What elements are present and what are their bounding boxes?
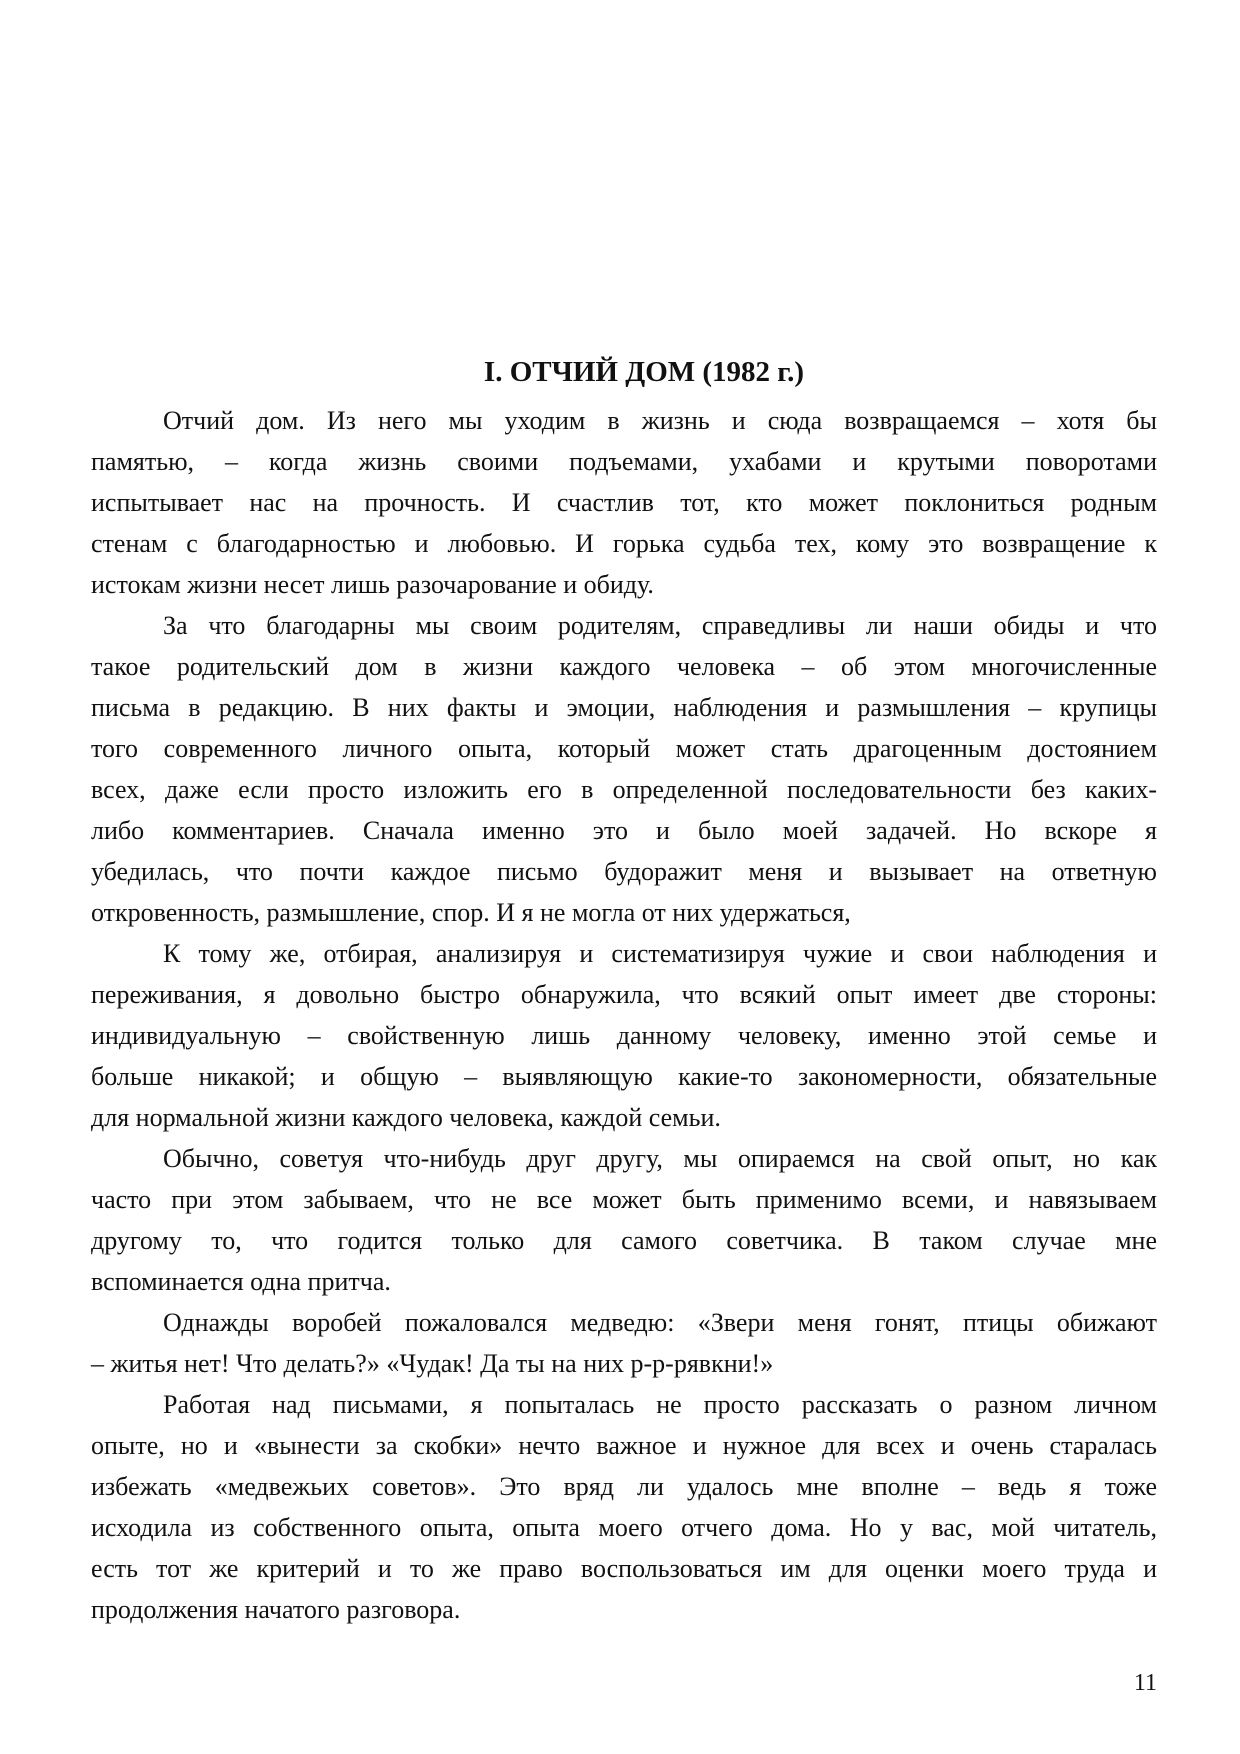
text-line: такое родительский дом в жизни каждого человека – об этом многочисленные <box>91 652 1157 681</box>
paragraph <box>91 1384 1157 1630</box>
text-line: К тому же, отбирая, анализируя и систематизируя чужие и свои наблюдения и <box>163 939 1157 968</box>
text-line: часто при этом забываем, что не все может быть применимо всеми, и навязываем <box>91 1185 1157 1214</box>
paragraph <box>91 1302 1157 1384</box>
text-line: Обычно, советуя что-нибудь друг другу, мы опираемся на свой опыт, но как <box>163 1144 1157 1173</box>
page-number: 11 <box>1133 1670 1157 1696</box>
text-line: продолжения начатого разговора. <box>91 1595 461 1624</box>
text-line: – житья нет! Что делать?» «Чудак! Да ты на них р-р-рявкни!» <box>91 1349 774 1378</box>
text-line: исходила из собственного опыта, опыта моего отчего дома. Но у вас, мой читатель, <box>91 1513 1157 1542</box>
paragraph <box>91 933 1157 1138</box>
paragraph <box>91 605 1157 933</box>
text-line: опыте, но и «вынести за скобки» нечто важное и нужное для всех и очень старалась <box>91 1431 1157 1460</box>
text-line: истокам жизни несет лишь разочарование и обиду. <box>91 570 654 599</box>
text-line: больше никакой; и общую – выявляющую какие-то закономерности, обязательные <box>91 1062 1157 1091</box>
text-line: переживания, я довольно быстро обнаружила, что всякий опыт имеет две стороны: <box>91 980 1157 1009</box>
text-line: того современного личного опыта, который может стать драгоценным достоянием <box>91 734 1157 763</box>
text-line: Работая над письмами, я попыталась не просто рассказать о разном личном <box>163 1390 1157 1419</box>
paragraph <box>91 1138 1157 1302</box>
text-line: для нормальной жизни каждого человека, каждой семьи. <box>91 1103 721 1132</box>
text-line: письма в редакцию. В них факты и эмоции, наблюдения и размышления – крупицы <box>91 693 1157 722</box>
text-line: всех, даже если просто изложить его в определенной последовательности без каких- <box>91 775 1157 804</box>
text-line: откровенность, размышление, спор. И я не могла от них удержаться, <box>91 898 851 927</box>
text-line: либо комментариев. Сначала именно это и было моей задачей. Но вскоре я <box>91 816 1157 845</box>
text-line: есть тот же критерий и то же право воспользоваться им для оценки моего труда и <box>91 1554 1157 1583</box>
text-line: За что благодарны мы своим родителям, справедливы ли наши обиды и что <box>163 611 1157 640</box>
text-line: другому то, что годится только для самого советчика. В таком случае мне <box>91 1226 1157 1255</box>
text-line: стенам с благодарностью и любовью. И горька судьба тех, кому это возвращение к <box>91 529 1157 558</box>
text-line: вспоминается одна притча. <box>91 1267 391 1296</box>
text-line: Отчий дом. Из него мы уходим в жизнь и сюда возвращаемся – хотя бы <box>163 406 1157 435</box>
text-line: убедилась, что почти каждое письмо будоражит меня и вызывает на ответную <box>91 857 1157 886</box>
text-line: Однажды воробей пожаловался медведю: «Звери меня гонят, птицы обижают <box>163 1308 1157 1337</box>
chapter-heading: I. ОТЧИЙ ДОМ (1982 г.) <box>483 356 805 388</box>
body-text <box>91 400 1157 1630</box>
text-line: избежать «медвежьих советов». Это вряд ли удалось мне вполне – ведь я тоже <box>91 1472 1157 1501</box>
paragraph <box>91 400 1157 605</box>
text-line: испытывает нас на прочность. И счастлив тот, кто может поклониться родным <box>91 488 1157 517</box>
text-line: индивидуальную – свойственную лишь данному человеку, именно этой семье и <box>91 1021 1157 1050</box>
text-line: памятью, – когда жизнь своими подъемами, ухабами и крутыми поворотами <box>91 447 1157 476</box>
